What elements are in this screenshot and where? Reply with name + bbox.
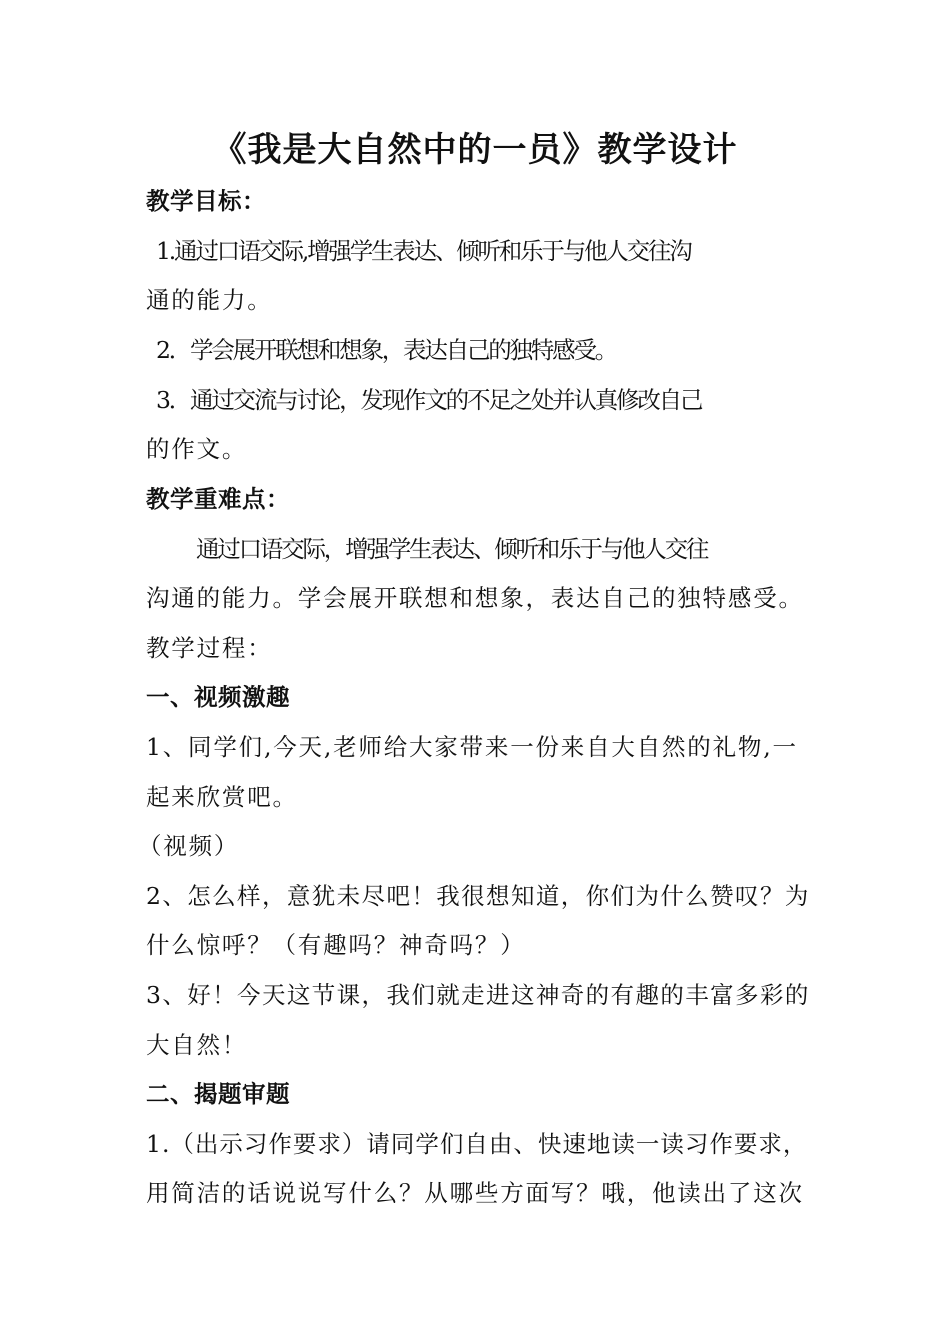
part-1-step-3-line-1: 3、好！今天这节课，我们就走进这神奇的有趣的丰富多彩的 <box>146 981 810 1009</box>
part-2-step-1-line-2: 用简洁的话说说写什么？从哪些方面写？哦，他读出了这次 <box>146 1179 804 1207</box>
video-note: （视频） <box>138 832 240 860</box>
part-2-heading: 二、揭题审题 <box>146 1080 290 1108</box>
goal-2: 2．学会展开联想和想象，表达自己的独特感受。 <box>156 336 617 364</box>
key-points-line-1: 通过口语交际，增强学生表达、倾听和乐于与他人交往 <box>196 535 708 563</box>
part-1-step-1-line-1: 1、同学们,今天,老师给大家带来一份来自大自然的礼物,一 <box>146 733 798 761</box>
key-points-line-2: 沟通的能力。学会展开联想和想象，表达自己的独特感受。 <box>146 584 804 612</box>
part-1-step-2-line-1: 2、怎么样，意犹未尽吧！我很想知道，你们为什么赞叹？为 <box>146 882 810 910</box>
goal-3-line-2: 的作文。 <box>146 435 248 463</box>
section-heading-teaching-goals: 教学目标： <box>146 187 266 215</box>
part-1-step-2-line-2: 什么惊呼？（有趣吗？神奇吗？） <box>146 931 526 959</box>
part-1-step-3-line-2: 大自然！ <box>146 1031 248 1059</box>
part-2-step-1-line-1: 1.（出示习作要求）请同学们自由、快速地读一读习作要求， <box>146 1130 808 1158</box>
section-heading-process: 教学过程： <box>146 634 273 662</box>
part-1-heading: 一、视频激趣 <box>146 683 290 711</box>
goal-1-line-1: 1.通过口语交际,增强学生表达、倾听和乐于与他人交往沟 <box>156 237 691 265</box>
part-1-step-1-line-2: 起来欣赏吧。 <box>146 783 298 811</box>
document-title: 《我是大自然中的一员》教学设计 <box>212 130 738 170</box>
goal-3-line-1: 3．通过交流与讨论，发现作文的不足之处并认真修改自己 <box>156 386 702 414</box>
goal-1-line-2: 通的能力。 <box>146 286 273 314</box>
section-heading-key-points: 教学重难点： <box>146 485 290 513</box>
